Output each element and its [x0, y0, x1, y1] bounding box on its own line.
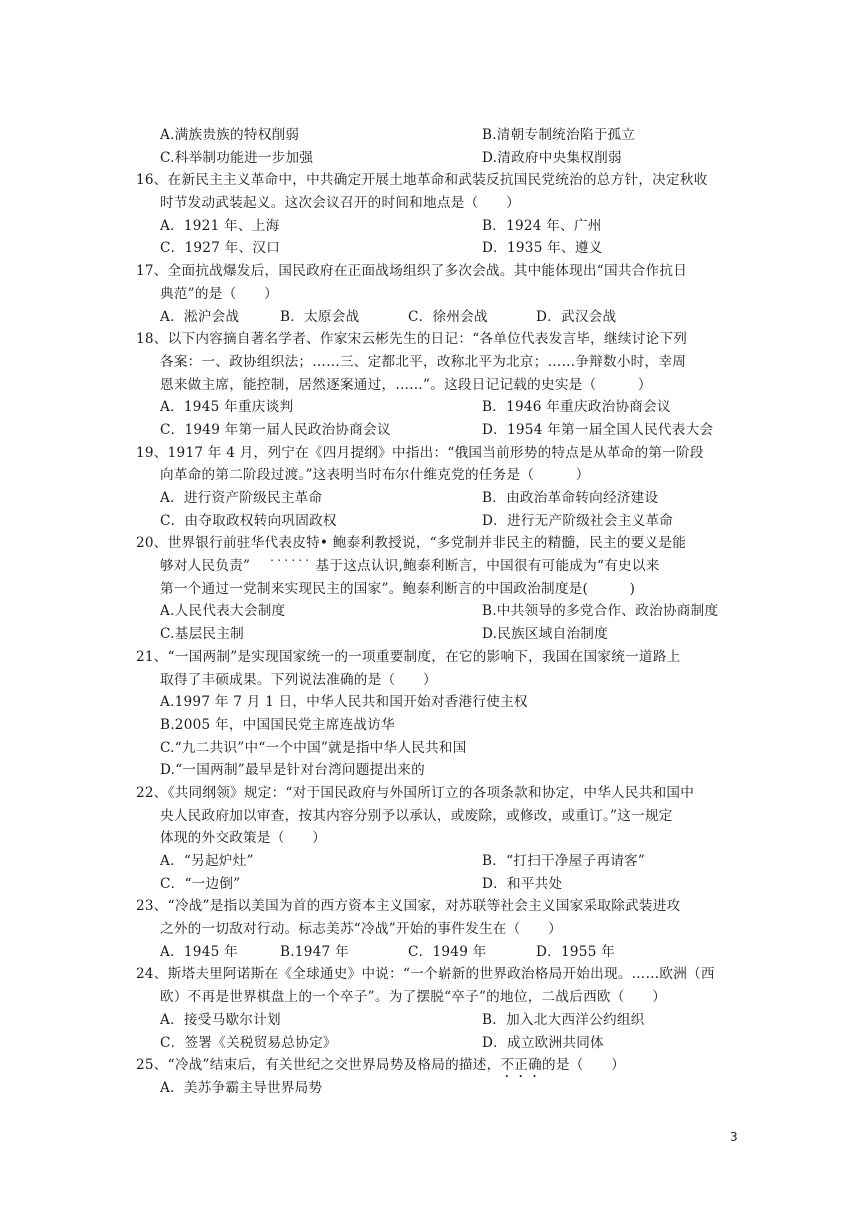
q25-stem-line1	[136, 1054, 736, 1077]
q23-stem-line2: 之外的一切敌对行动。标志美苏“冷战”开始的事件发生在（ ）	[160, 921, 563, 938]
q20-option-a: A.人民代表大会制度	[160, 603, 286, 620]
page-number: 3	[730, 1130, 738, 1144]
q24-options-row1	[136, 1009, 736, 1032]
q18-stem-line3: 恩来做主席，能控制，居然逐案通过，……”。这段日记记载的史实是（ ）	[160, 376, 652, 393]
q18-option-c: C．1949 年第一届人民政治协商会议	[160, 421, 391, 438]
q23-option-a: A．1945 年	[160, 943, 238, 960]
q24-stem-line2: 欧）不再是世界棋盘上的一个卒子”。为了摆脱“卒子”的地位，二战后西欧（ ）	[160, 989, 667, 1006]
q25-stem-emphasis: 不正确	[500, 1057, 542, 1074]
q19-stem-line1: 19、1917 年 4 月，列宁在《四月提纲》中指出：“俄国当前形势的特点是从革命的第一阶段	[136, 444, 704, 461]
q20-stem-line3: 第一个通过一党制来实现民主的国家”。鲍泰利断言的中国政治制度是( )	[160, 580, 636, 597]
q17-stem-line2: 典范”的是（ ）	[160, 285, 278, 302]
q17-stem-line1: 17、全面抗战爆发后，国民政府在正面战场组织了多次会战。其中能体现出“国共合作抗日	[136, 263, 688, 280]
q15-option-b: B.清朝专制统治陷于孤立	[482, 127, 636, 143]
q25-option-a: A．美苏争霸主导世界局势	[160, 1079, 323, 1096]
q24-option-a: A．接受马歇尔计划	[160, 1011, 281, 1028]
q18-option-b: B．1946 年重庆政治协商会议	[482, 399, 671, 416]
question-list	[136, 124, 736, 1100]
q16-option-d: D．1935 年、遵义	[482, 240, 603, 257]
q16-option-c: C．1927 年、汉口	[160, 240, 281, 257]
q24-option-c: C．签署《关税贸易总协定》	[160, 1034, 337, 1051]
q20-options-row1	[136, 600, 736, 623]
q18-option-a: A．1945 年重庆谈判	[160, 399, 294, 416]
q20-option-d: D.民族区域自治制度	[482, 626, 608, 643]
q18-option-d: D．1954 年第一届全国人民代表大会	[482, 421, 714, 438]
q22-option-c: C．“一边倒”	[160, 875, 241, 892]
q15-option-d: D.清政府中央集权削弱	[482, 149, 622, 166]
q21-stem-line1: 21、“一国两制”是实现国家统一的一项重要制度，在它的影响下，我国在国家统一道路上	[136, 648, 681, 665]
q24-option-d: D．成立欧洲共同体	[482, 1034, 604, 1051]
q17-options-row	[136, 306, 736, 329]
q23-option-b: B.1947 年	[280, 943, 349, 960]
q16-options-row2	[136, 237, 736, 260]
q20-option-b: B.中共领导的多党合作、政治协商制度	[482, 603, 719, 620]
q19-option-b: B．由政治革命转向经济建设	[482, 490, 659, 506]
q23-option-c: C．1949 年	[408, 943, 487, 960]
q21-option-a: A.1997 年 7 月 1 日，中华人民共和国开始对香港行使主权	[160, 694, 528, 711]
q25-stem-post: 的是（ ）	[541, 1057, 626, 1074]
q15-options-row2	[136, 147, 736, 170]
q21-option-b: B.2005 年，中国国民党主席连战访华	[160, 716, 395, 733]
q16-option-a: A．1921 年、上海	[160, 217, 280, 234]
q17-option-d: D．武汉会战	[536, 308, 617, 325]
q19-stem-line2: 向革命的第二阶段过渡。”这表明当时布尔什维克党的任务是（ ）	[160, 467, 590, 484]
q15-options-row1	[136, 124, 736, 147]
q21-option-c: C.“九二共识”中“一个中国”就是指中华人民共和国	[160, 739, 467, 756]
q23-options-row	[136, 941, 736, 964]
q22-option-b: B．“打扫干净屋子再请客”	[482, 853, 646, 869]
q16-options-row1	[136, 215, 736, 238]
q24-stem-line1: 24、斯塔夫里阿诺斯在《全球通史》中说：“一个崭新的世界政治格局开始出现。……欧洲（西	[136, 966, 715, 983]
q15-option-c: C.科举制功能进一步加强	[160, 149, 314, 166]
q19-option-a: A．进行资产阶级民主革命	[160, 490, 323, 506]
q17-option-a: A．淞沪会战	[160, 308, 240, 325]
q22-option-d: D．和平共处	[482, 875, 563, 892]
q20-stem-line2: 够对人民负责” ˙˙˙˙˙˙ 基于这点认识,鲍泰利断言，中国很有可能成为“有史以来	[160, 558, 660, 575]
q16-stem-line1: 16、在新民主主义革命中，中共确定开展土地革命和武装反抗国民党统治的总方针，决定秋收	[136, 172, 708, 189]
q23-stem-line1: 23、“冷战”是指以美国为首的西方资本主义国家，对苏联等社会主义国家采取除武装进攻	[136, 898, 681, 915]
q22-options-row2	[136, 873, 736, 896]
q19-option-d: D．进行无产阶级社会主义革命	[482, 512, 674, 529]
q19-options-row1	[136, 487, 736, 510]
q22-stem-line1: 22、《共同纲领》规定：“对于国民政府与外国所订立的各项条款和协定，中华人民共和国中	[136, 784, 695, 801]
q18-options-row1	[136, 396, 736, 419]
q18-stem-line1: 18、以下内容摘自著名学者、作家宋云彬先生的日记：“各单位代表发言毕，继续讨论下列	[136, 331, 688, 348]
q19-option-c: C．由夺取政权转向巩固政权	[160, 512, 337, 529]
q15-option-a: A.满族贵族的特权削弱	[160, 127, 300, 143]
q24-options-row2	[136, 1032, 736, 1055]
q18-options-row2	[136, 419, 736, 442]
q23-option-d: D．1955 年	[536, 943, 616, 960]
q25-stem-pre: 25、“冷战”结束后，有关世纪之交世界局势及格局的描述，	[136, 1057, 501, 1074]
q20-options-row2	[136, 623, 736, 646]
q17-option-c: C．徐州会战	[408, 308, 488, 325]
q21-stem-line2: 取得了丰硕成果。下列说法准确的是（ ）	[160, 671, 437, 688]
q19-options-row2	[136, 510, 736, 533]
q20-option-c: C.基层民主制	[160, 626, 244, 643]
q22-stem-line2: 央人民政府加以审查，按其内容分别予以承认，或废除，或修改，或重订。”这一规定	[160, 807, 673, 824]
q20-stem-line1: 20、世界银行前驻华代表皮特• 鲍泰利教授说，“多党制并非民主的精髓，民主的要义是能	[136, 535, 687, 552]
q21-option-d: D.“一国两制”最早是针对台湾问题提出来的	[160, 762, 425, 779]
q22-stem-line3: 体现的外交政策是（ ）	[160, 830, 327, 847]
q16-option-b: B．1924 年、广州	[482, 217, 602, 234]
q24-option-b: B．加入北大西洋公约组织	[482, 1011, 645, 1028]
q18-stem-line2: 各案：一、政协组织法；……三、定都北平，改称北平为北京；……争辩数小时，幸周	[160, 353, 687, 370]
q16-stem-line2: 时节发动武装起义。这次会议召开的时间和地点是（ ）	[160, 195, 520, 212]
q22-options-row1	[136, 850, 736, 873]
q17-option-b: B．太原会战	[280, 308, 360, 325]
q22-option-a: A．“另起炉灶”	[160, 853, 254, 869]
